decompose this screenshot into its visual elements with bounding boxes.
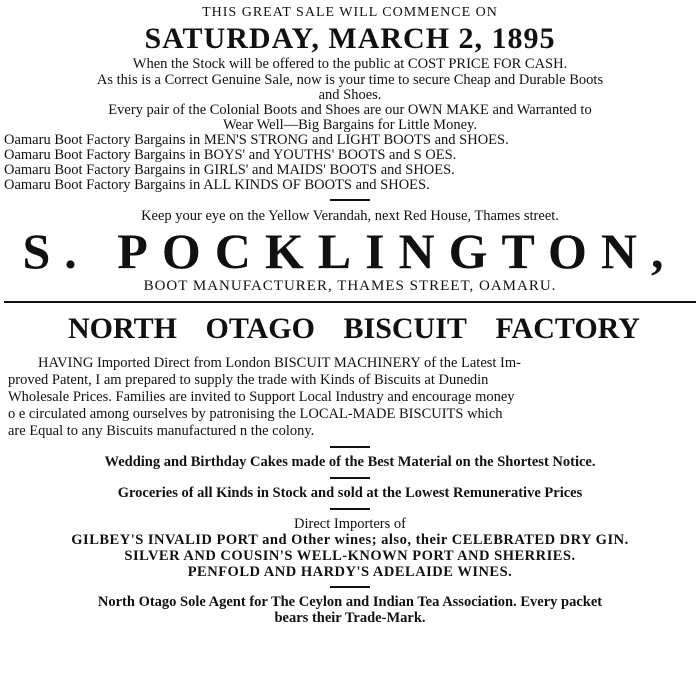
tea-line: bears their Trade-Mark. xyxy=(274,609,426,626)
sale-line: Oamaru Boot Factory Bargains in GIRLS' and MAIDS' BOOTS and SHOES. xyxy=(4,161,455,178)
divider xyxy=(4,301,696,303)
biscuit-factory-title xyxy=(4,309,696,349)
sale-line: Oamaru Boot Factory Bargains in BOYS' and YOUTHS' BOOTS and S OES. xyxy=(4,146,457,163)
paragraph-line: proved Patent, I am prepared to supply the trade with Kinds of Biscuits at Dunedin xyxy=(8,371,489,388)
importers-line: PENFOLD AND HARDY'S ADELAIDE WINES. xyxy=(187,563,513,580)
divider xyxy=(330,199,370,201)
sale-line: When the Stock will be offered to the public at COST PRICE FOR CASH. xyxy=(132,56,568,72)
title-word: BISCUIT xyxy=(343,311,467,345)
tea-agent-notice xyxy=(4,594,696,626)
sale-line: As this is a Correct Genuine Sale, now is your time to secure Cheap and Durable Boots xyxy=(96,71,604,88)
pocklington-section xyxy=(4,207,696,295)
merchant-title: BOOT MANUFACTURER, THAMES STREET, OAMARU. xyxy=(143,277,557,294)
paragraph-line: Wholesale Prices. Families are invited to Support Local Industry and encourage money xyxy=(8,388,515,405)
verandah-line: Keep your eye on the Yellow Verandah, next Red House, Thames street. xyxy=(141,207,559,224)
biscuit-paragraph xyxy=(4,355,696,440)
sale-line: Oamaru Boot Factory Bargains in ALL KINDS OF BOOTS and SHOES. xyxy=(4,176,430,193)
importers-heading: Direct Importers of xyxy=(294,515,406,532)
sale-line: Wear Well—Big Bargains for Little Money. xyxy=(223,116,477,133)
paragraph-line: HAVING Imported Direct from London BISCUIT MACHINERY of the Latest Im- xyxy=(38,354,521,371)
sale-announcement xyxy=(4,4,696,193)
tea-line: North Otago Sole Agent for The Ceylon and Indian Tea Association. Every packet xyxy=(97,593,603,610)
divider xyxy=(330,508,370,510)
sale-line: Every pair of the Colonial Boots and Shoes are our OWN MAKE and Warranted to xyxy=(108,101,592,118)
paragraph-line: are Equal to any Biscuits manufactured n the colony. xyxy=(8,422,315,439)
title-word: FACTORY xyxy=(495,311,640,345)
groceries-notice: Groceries of all Kinds in Stock and sold at the Lowest Remunerative Prices xyxy=(117,484,583,501)
divider xyxy=(330,446,370,448)
sale-line: and Shoes. xyxy=(318,86,382,103)
importers-line: GILBEY'S INVALID PORT and Other wines; also, their CELEBRATED DRY GIN. xyxy=(71,531,629,548)
paragraph-line: o e circulated among ourselves by patronising the LOCAL-MADE BISCUITS which xyxy=(8,405,503,422)
divider xyxy=(330,477,370,479)
sale-line: Oamaru Boot Factory Bargains in MEN'S STRONG and LIGHT BOOTS and SHOES. xyxy=(4,131,509,148)
sale-date: SATURDAY, MARCH 2, 1895 xyxy=(144,22,556,55)
cakes-notice: Wedding and Birthday Cakes made of the Best Material on the Shortest Notice. xyxy=(104,453,596,470)
importers-section xyxy=(4,516,696,580)
merchant-name: S. POCKLINGTON, xyxy=(22,222,678,279)
divider xyxy=(330,586,370,588)
title-word: NORTH xyxy=(68,311,177,345)
title-word: OTAGO xyxy=(205,311,315,345)
sale-headline: THIS GREAT SALE WILL COMMENCE ON xyxy=(202,5,498,20)
importers-line: SILVER AND COUSIN'S WELL-KNOWN PORT AND SHERRIES. xyxy=(124,547,576,564)
